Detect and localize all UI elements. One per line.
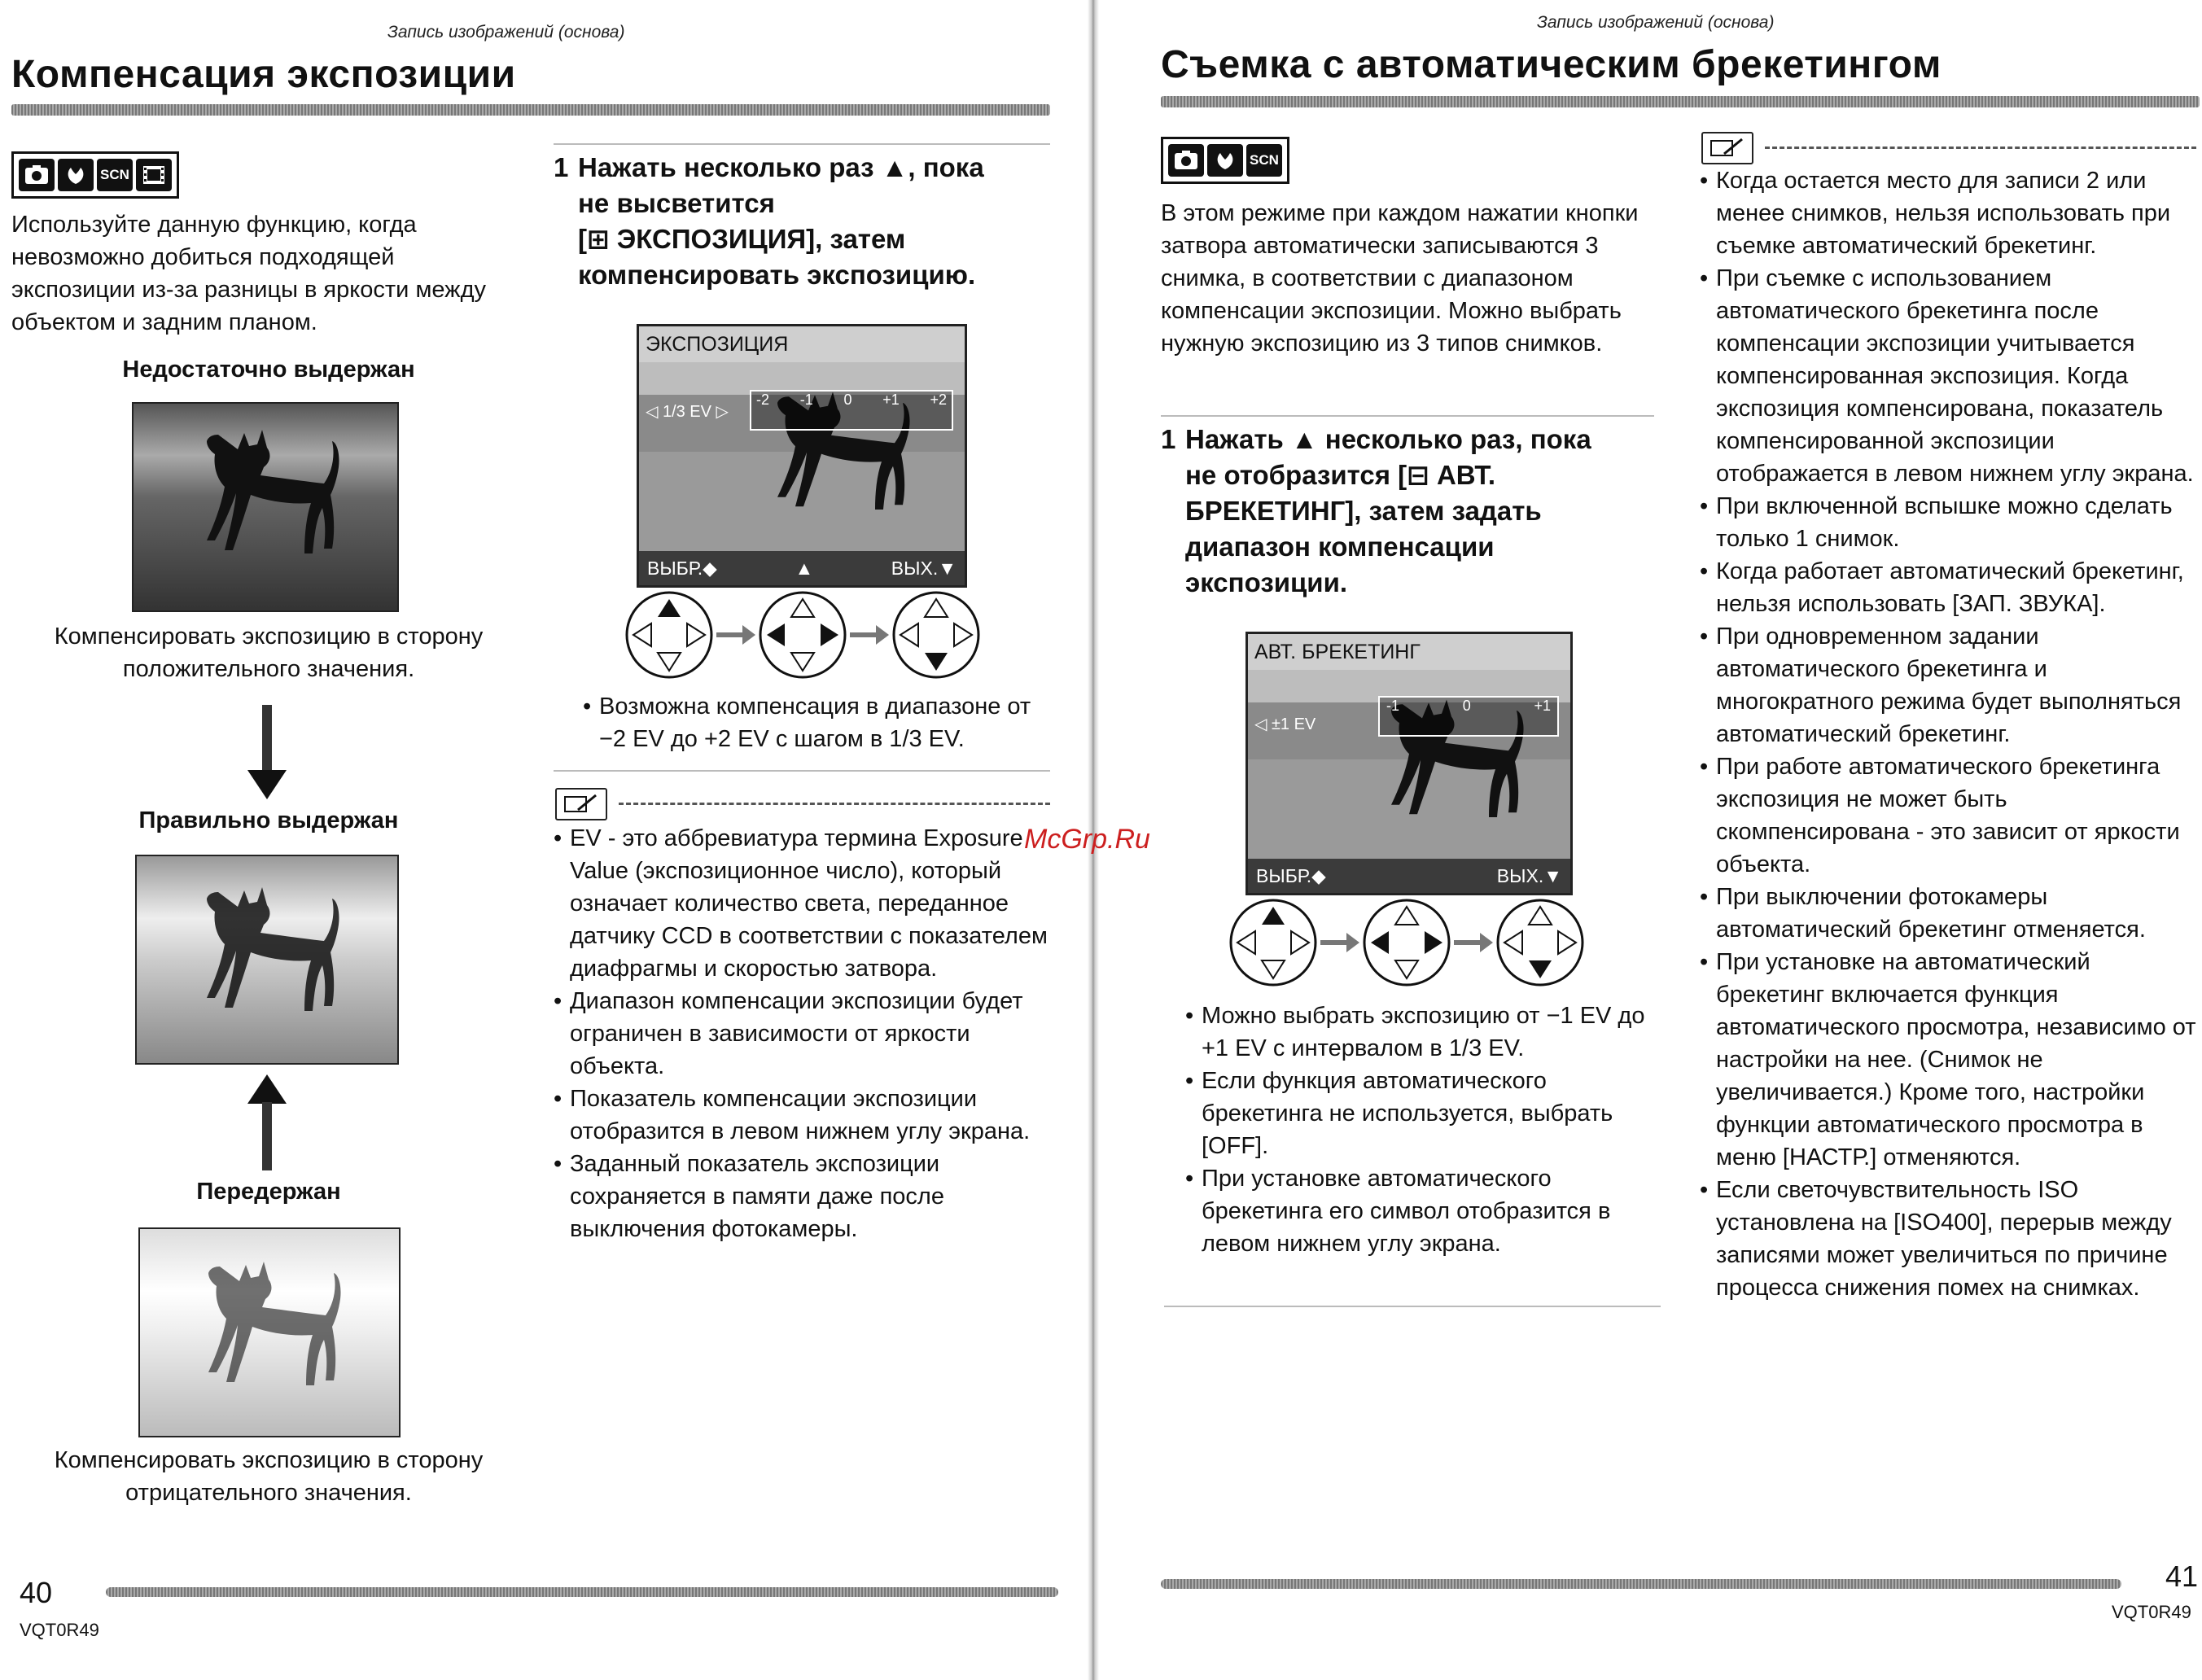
correct-exposure-label: Правильно выдержан (138, 807, 399, 833)
step-line: БРЕКЕТИНГ], затем задать (1185, 496, 1542, 526)
over-exposed-caption: Компенсировать экспозицию в сторону отрицательного значения. (54, 1447, 484, 1506)
footer-rule (1161, 1579, 2121, 1589)
note-item: • Заданный показатель экспозиции сохраняется в памяти даже после выключения фотокамеры. (554, 1148, 1058, 1245)
step-instruction (1185, 422, 1666, 601)
scale-tick: +1 (882, 392, 900, 408)
over-exposed-label: Передержан (196, 1179, 341, 1205)
under-exposed-photo (132, 402, 399, 612)
footer-rule (106, 1587, 1058, 1597)
step-line: [⊞ ЭКСПОЗИЦИЯ], затем (578, 224, 906, 254)
title-rule (11, 104, 1050, 116)
arrow-right-icon (715, 623, 757, 647)
notes-top-rule (554, 770, 1050, 772)
lcd-value: ◁ ±1 EV (1254, 715, 1316, 733)
mode-icons (1161, 137, 1289, 184)
intro-text: Используйте данную функцию, когда невозможно добиться подходящей экспозиции из-за разницы в яркости между объектом и задним планом. (11, 212, 487, 335)
notes-dashed-rule (619, 803, 1050, 805)
note-item: • При включенной вспышке можно сделать только 1 снимок. (1700, 490, 2198, 555)
lcd-select-label: ВЫБР.◆ (1256, 865, 1326, 886)
mode-icons (11, 151, 179, 199)
document-code: VQT0R49 (2112, 1602, 2191, 1622)
lcd-bottom-bar (639, 551, 965, 585)
page-number: 40 (20, 1576, 53, 1609)
page-number: 41 (2165, 1560, 2199, 1593)
note-item: • Диапазон компенсации экспозиции будет ограничен в зависимости от яркости объекта. (554, 985, 1058, 1083)
portrait-icon (58, 159, 94, 191)
down-arrow-icon (244, 705, 290, 801)
note-item: • Если светочувствительность ISO установлена на [ISO400], перерыв между записями может увеличиться по причине процесса снижения помех на снимках. (1700, 1174, 2198, 1304)
note-item: • Показатель компенсации экспозиции отобразится в левом нижнем углу экрана. (554, 1083, 1058, 1148)
lcd-exposure-scale (1378, 696, 1559, 737)
title-rule (1161, 96, 2200, 107)
camera-icon (19, 159, 55, 191)
scale-tick: 0 (843, 392, 852, 408)
dpad-up-icon (624, 589, 715, 680)
step-line: диапазон компенсации (1185, 532, 1495, 562)
arrow-right-icon (1452, 930, 1495, 955)
notes-list (1700, 164, 2198, 1304)
note-item: • Когда остается место для записи 2 или менее снимков, нельзя использовать при съемке автоматический брекетинг. (1700, 164, 2198, 262)
note-item: • При одновременном задании автоматического брекетинга и многократного режима будет выполняться автоматический брекетинг. (1700, 620, 2198, 750)
film-icon (136, 159, 172, 191)
section-heading: Запись изображений (основа) (387, 23, 625, 42)
left-page (0, 0, 1091, 1680)
lcd-bracket-label: ▲ (795, 558, 814, 579)
scn-icon: SCN (97, 159, 133, 191)
lcd-exposure-scale (750, 390, 953, 431)
step-line: экспозиции. (1185, 567, 1348, 597)
lcd-bottom-bar (1248, 859, 1570, 893)
scale-tick: -1 (799, 392, 813, 408)
lcd-exit-label: ВЫХ.▼ (891, 558, 957, 579)
page-title: Компенсация экспозиции (11, 53, 516, 96)
correct-exposure-photo (135, 855, 399, 1065)
range-note-item: • Возможна компенсация в диапазоне от −2 EV до +2 EV с шагом в 1/3 EV. (583, 690, 1052, 755)
note-item: • При работе автоматического брекетинга экспозиция не может быть скомпенсирована - это зависит от яркости объекта. (1700, 750, 2198, 881)
lcd-value: ◁ 1/3 EV ▷ (646, 403, 729, 421)
lcd-select-label: ВЫБР.◆ (647, 558, 717, 579)
portrait-icon (1207, 144, 1243, 177)
dpad-down-icon (891, 589, 982, 680)
scale-tick: +1 (1534, 698, 1551, 714)
page-title: Съемка с автоматическим брекетингом (1161, 43, 1942, 86)
section-heading: Запись изображений (основа) (1537, 13, 1775, 32)
note-item: • При установке на автоматический брекетинг включается функция автоматического просмотра, независимо от настройки на нее. (Снимок не увеличивается.) Кроме того, настройки функции автоматического просмотра в меню [НАСТР.] отменяются. (1700, 946, 2198, 1174)
up-arrow-icon (244, 1074, 290, 1170)
notes-dashed-rule (1765, 147, 2196, 149)
notes-list (554, 822, 1058, 1245)
step-rule (1161, 415, 1654, 417)
step-line: не высветится (578, 188, 775, 218)
step-number: 1 (554, 152, 569, 182)
lcd-screen-exposure (637, 324, 967, 588)
dpad-left-right-icon (1361, 897, 1452, 988)
step-line: компенсировать экспозицию. (578, 260, 976, 290)
step-rule (554, 143, 1050, 145)
step-note-item: • Можно выбрать экспозицию от −1 EV до +1 EV с интервалом в 1/3 EV. (1185, 1000, 1666, 1065)
document-code: VQT0R49 (20, 1620, 99, 1640)
step-note-item: • При установке автоматического брекетинга его символ отобразится в левом нижнем углу экрана. (1185, 1162, 1666, 1260)
scale-tick: -2 (756, 392, 770, 408)
step-number: 1 (1161, 424, 1176, 454)
intro-text: В этом режиме при каждом нажатии кнопки затвора автоматически записываются 3 снимка, в соответствии с диапазоном компенсации экспозиции. Можно выбрать нужную экспозицию из 3 типов снимков. (1161, 200, 1639, 357)
step-line: Нажать ▲ несколько раз, пока (1185, 424, 1591, 454)
scale-tick: 0 (1462, 698, 1471, 714)
right-page (1099, 0, 2202, 1680)
step-line: не отобразится [⊟ АВТ. (1185, 460, 1495, 490)
arrow-right-icon (848, 623, 891, 647)
note-item: • Когда работает автоматический брекетинг, нельзя использовать [ЗАП. ЗВУКА]. (1700, 555, 2198, 620)
note-item: • При съемке с использованием автоматического брекетинга после компенсации экспозиции учитывается компенсированная экспозиция. Когда экспозиция компенсирована, показатель компенсированной экспозиции отображается в левом нижнем углу экрана. (1700, 262, 2198, 490)
lcd-title: ЭКСПОЗИЦИЯ (639, 326, 965, 362)
under-exposed-label: Недостаточно выдержан (122, 357, 415, 383)
under-exposed-caption: Компенсировать экспозицию в сторону положительного значения. (54, 623, 484, 682)
step-notes-list (1185, 1000, 1666, 1260)
notes-icon (555, 788, 607, 820)
watermark: McGrp.Ru (1024, 824, 1150, 855)
dpad-sequence (1228, 897, 1586, 988)
range-note (583, 690, 1052, 755)
dpad-down-icon (1495, 897, 1586, 988)
scale-tick: -1 (1386, 698, 1400, 714)
lcd-screen-bracketing (1245, 632, 1573, 895)
note-item: • EV - это аббревиатура термина Exposure Value (экспозиционное число), который означает количество света, переданное датчику CCD в соответствии с показателем диафрагмы и скоростью затвора. (554, 822, 1058, 985)
lcd-exit-label: ВЫХ.▼ (1496, 865, 1562, 886)
step-note-item: • Если функция автоматического брекетинга не используется, выбрать [OFF]. (1185, 1065, 1666, 1162)
arrow-right-icon (1319, 930, 1361, 955)
step-notes-bottom-rule (1164, 1306, 1661, 1307)
lcd-title: АВТ. БРЕКЕТИНГ (1248, 634, 1570, 670)
scale-tick: +2 (930, 392, 947, 408)
scn-icon: SCN (1246, 144, 1282, 177)
dpad-left-right-icon (757, 589, 848, 680)
dpad-sequence (624, 589, 982, 680)
camera-icon (1168, 144, 1204, 177)
dpad-up-icon (1228, 897, 1319, 988)
step-line: Нажать несколько раз ▲, пока (578, 152, 984, 182)
over-exposed-photo (138, 1227, 401, 1437)
notes-icon (1701, 132, 1753, 164)
note-item: • При выключении фотокамеры автоматический брекетинг отменяется. (1700, 881, 2198, 946)
step-instruction (578, 150, 1050, 293)
